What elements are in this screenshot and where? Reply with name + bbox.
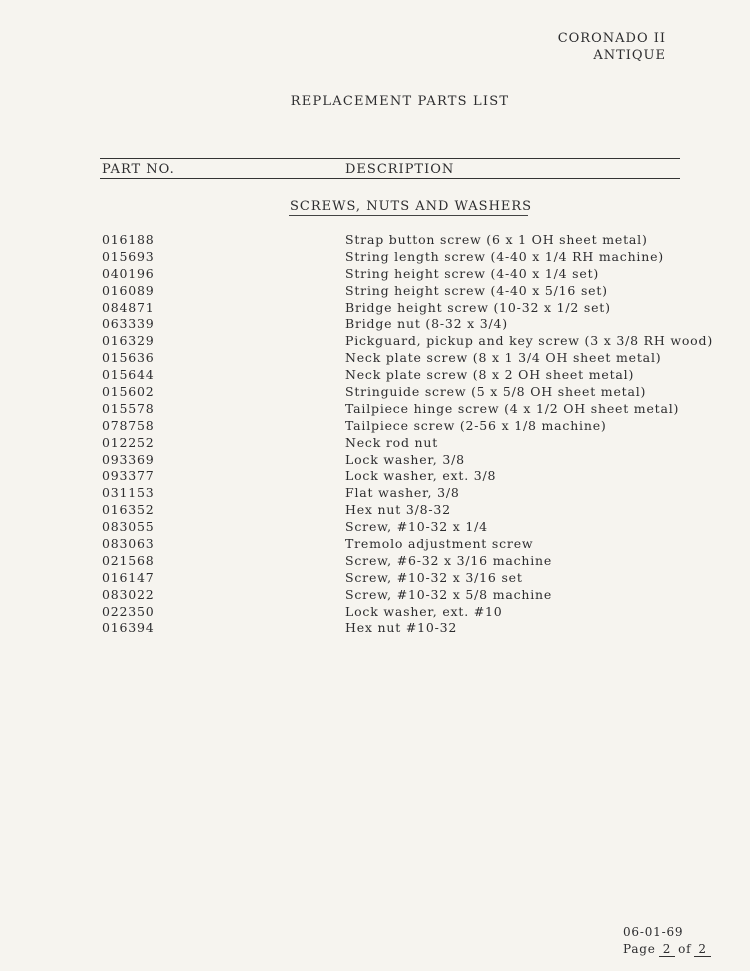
table-row bbox=[0, 433, 750, 450]
part-number: 040196 bbox=[102, 265, 155, 281]
part-description: Lock washer, ext. #10 bbox=[345, 603, 503, 619]
table-row bbox=[0, 585, 750, 602]
part-description: Stringuide screw (5 x 5/8 OH sheet metal) bbox=[345, 384, 647, 400]
part-number: 015578 bbox=[102, 400, 155, 416]
table-row bbox=[0, 602, 750, 619]
part-description: Screw, #10-32 x 5/8 machine bbox=[345, 586, 553, 602]
table-row bbox=[0, 568, 750, 585]
table-row bbox=[0, 247, 750, 264]
table-row bbox=[0, 416, 750, 433]
part-description: Pickguard, pickup and key screw (3 x 3/8 RH wood) bbox=[345, 333, 713, 349]
part-description: Hex nut 3/8-32 bbox=[345, 502, 451, 518]
model-line-1: CORONADO II bbox=[557, 31, 666, 46]
section-title: SCREWS, NUTS AND WASHERS bbox=[290, 199, 533, 214]
page-total: 2 bbox=[694, 942, 710, 957]
part-description: Neck plate screw (8 x 1 3/4 OH sheet metal) bbox=[345, 350, 662, 366]
part-number: 083055 bbox=[102, 519, 155, 535]
part-description: Bridge nut (8-32 x 3/4) bbox=[345, 316, 508, 332]
table-row bbox=[0, 551, 750, 568]
table-row bbox=[0, 466, 750, 483]
part-description: Tailpiece screw (2-56 x 1/8 machine) bbox=[345, 417, 607, 433]
part-number: 016188 bbox=[102, 232, 155, 247]
part-number: 016329 bbox=[102, 333, 155, 349]
part-description: String height screw (4-40 x 1/4 set) bbox=[345, 265, 600, 281]
table-row bbox=[0, 399, 750, 416]
part-number: 012252 bbox=[102, 434, 155, 450]
section-title-underline bbox=[289, 215, 528, 216]
part-number: 022350 bbox=[102, 603, 155, 619]
column-header-part-no: PART NO. bbox=[102, 162, 175, 177]
table-row bbox=[0, 382, 750, 399]
part-description: String height screw (4-40 x 5/16 set) bbox=[345, 282, 608, 298]
part-description: Bridge height screw (10-32 x 1/2 set) bbox=[345, 299, 611, 315]
part-description: Neck plate screw (8 x 2 OH sheet metal) bbox=[345, 367, 635, 383]
part-number: 015636 bbox=[102, 350, 155, 366]
part-description: Lock washer, 3/8 bbox=[345, 451, 465, 467]
part-number: 015644 bbox=[102, 367, 155, 383]
table-row bbox=[0, 230, 750, 247]
page-number bbox=[623, 942, 714, 957]
page-label: Page bbox=[623, 942, 656, 956]
part-number: 015602 bbox=[102, 384, 155, 400]
model-name bbox=[558, 30, 666, 64]
table-row bbox=[0, 281, 750, 298]
table-row bbox=[0, 314, 750, 331]
table-row bbox=[0, 331, 750, 348]
part-number: 063339 bbox=[102, 316, 155, 332]
part-description: Hex nut #10-32 bbox=[345, 620, 458, 636]
part-description: Tremolo adjustment screw bbox=[345, 536, 534, 552]
document-date: 06-01-69 bbox=[623, 925, 684, 939]
part-number: 083063 bbox=[102, 536, 155, 552]
part-description: Screw, #6-32 x 3/16 machine bbox=[345, 552, 553, 568]
table-row bbox=[0, 500, 750, 517]
page-title: REPLACEMENT PARTS LIST bbox=[290, 94, 510, 109]
part-description: Screw, #10-32 x 3/16 set bbox=[345, 569, 523, 585]
header-rule-bottom bbox=[100, 178, 680, 179]
table-row bbox=[0, 298, 750, 315]
part-number: 093369 bbox=[102, 451, 155, 467]
table-row bbox=[0, 517, 750, 534]
table-row bbox=[0, 534, 750, 551]
of-label: of bbox=[678, 942, 692, 956]
part-description: Lock washer, ext. 3/8 bbox=[345, 468, 497, 484]
part-number: 016089 bbox=[102, 282, 155, 298]
part-number: 016352 bbox=[102, 502, 155, 518]
part-number: 016147 bbox=[102, 569, 155, 585]
part-number: 084871 bbox=[102, 299, 155, 315]
table-row bbox=[0, 450, 750, 467]
parts-list bbox=[0, 230, 750, 635]
part-description: String length screw (4-40 x 1/4 RH machine) bbox=[345, 248, 664, 264]
column-header-description: DESCRIPTION bbox=[345, 162, 455, 177]
model-line-2: ANTIQUE bbox=[593, 48, 666, 63]
table-row bbox=[0, 264, 750, 281]
table-row bbox=[0, 348, 750, 365]
part-number: 093377 bbox=[102, 468, 155, 484]
part-description: Flat washer, 3/8 bbox=[345, 485, 460, 501]
header-rule-top bbox=[100, 158, 680, 159]
table-row bbox=[0, 618, 750, 635]
part-description: Strap button screw (6 x 1 OH sheet metal) bbox=[345, 232, 648, 247]
page-current: 2 bbox=[659, 942, 675, 957]
part-description: Screw, #10-32 x 1/4 bbox=[345, 519, 488, 535]
part-number: 083022 bbox=[102, 586, 155, 602]
part-description: Neck rod nut bbox=[345, 434, 439, 450]
part-number: 021568 bbox=[102, 552, 155, 568]
part-number: 078758 bbox=[102, 417, 155, 433]
part-description: Tailpiece hinge screw (4 x 1/2 OH sheet metal) bbox=[345, 400, 680, 416]
part-number: 015693 bbox=[102, 248, 155, 264]
table-row bbox=[0, 365, 750, 382]
part-number: 016394 bbox=[102, 620, 155, 636]
table-row bbox=[0, 483, 750, 500]
part-number: 031153 bbox=[102, 485, 155, 501]
